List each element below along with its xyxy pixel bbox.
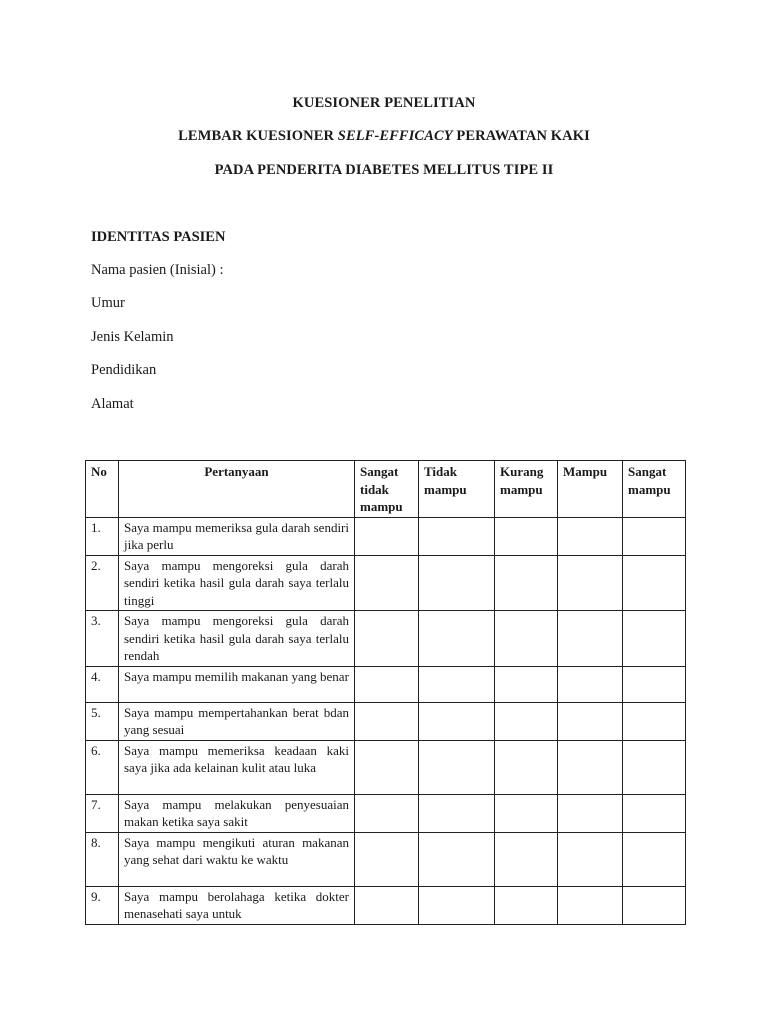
header-option-able: Mampu <box>558 461 623 518</box>
questionnaire-table <box>85 460 686 925</box>
row-question: Saya mampu mengoreksi gula darah sendiri ketika hasil gula darah saya terlalu tinggi <box>119 555 355 611</box>
row-question: Saya mampu memeriksa keadaan kaki saya jika ada kelainan kulit atau luka <box>119 740 355 794</box>
answer-cell[interactable] <box>623 886 686 924</box>
table-row <box>86 832 686 886</box>
field-address: Alamat <box>91 396 134 412</box>
answer-cell[interactable] <box>623 517 686 555</box>
answer-cell[interactable] <box>558 702 623 740</box>
row-number: 2. <box>86 555 119 611</box>
row-question: Saya mampu memeriksa gula darah sendiri jika perlu <box>119 517 355 555</box>
table-row <box>86 517 686 555</box>
row-question: Saya mampu mempertahankan berat bdan yang sesuai <box>119 702 355 740</box>
answer-cell[interactable] <box>495 666 558 702</box>
header-question: Pertanyaan <box>119 461 355 518</box>
answer-cell[interactable] <box>355 832 419 886</box>
questionnaire-subtitle <box>0 128 768 145</box>
table-row <box>86 555 686 611</box>
row-question: Saya mampu mengikuti aturan makanan yang sehat dari waktu ke waktu <box>119 832 355 886</box>
answer-cell[interactable] <box>495 886 558 924</box>
row-number: 1. <box>86 517 119 555</box>
field-education: Pendidikan <box>91 362 157 378</box>
row-number: 6. <box>86 740 119 794</box>
table-header-row <box>86 461 686 518</box>
answer-cell[interactable] <box>355 517 419 555</box>
table-row <box>86 740 686 794</box>
answer-cell[interactable] <box>419 702 495 740</box>
row-question: Saya mampu melakukan penyesuaian makan ketika saya sakit <box>119 794 355 832</box>
answer-cell[interactable] <box>419 611 495 667</box>
answer-cell[interactable] <box>623 666 686 702</box>
answer-cell[interactable] <box>495 832 558 886</box>
answer-cell[interactable] <box>495 740 558 794</box>
subtitle-prefix: LEMBAR KUESIONER <box>178 128 338 144</box>
answer-cell[interactable] <box>419 794 495 832</box>
answer-cell[interactable] <box>623 794 686 832</box>
answer-cell[interactable] <box>355 702 419 740</box>
questionnaire-subtitle-line2: PADA PENDERITA DIABETES MELLITUS TIPE II <box>214 162 554 178</box>
questionnaire-title: KUESIONER PENELITIAN <box>292 95 476 111</box>
answer-cell[interactable] <box>419 666 495 702</box>
header-option-less-able: Kurang mampu <box>495 461 558 518</box>
answer-cell[interactable] <box>419 886 495 924</box>
subtitle-italic: SELF-EFFICACY <box>337 128 453 144</box>
answer-cell[interactable] <box>558 886 623 924</box>
answer-cell[interactable] <box>495 555 558 611</box>
answer-cell[interactable] <box>558 740 623 794</box>
row-question: Saya mampu berolahaga ketika dokter menasehati saya untuk <box>119 886 355 924</box>
header-no: No <box>86 461 119 518</box>
answer-cell[interactable] <box>495 702 558 740</box>
answer-cell[interactable] <box>623 832 686 886</box>
row-number: 9. <box>86 886 119 924</box>
answer-cell[interactable] <box>355 555 419 611</box>
row-number: 4. <box>86 666 119 702</box>
answer-cell[interactable] <box>355 886 419 924</box>
subtitle-suffix: PERAWATAN KAKI <box>452 128 590 144</box>
answer-cell[interactable] <box>495 794 558 832</box>
row-number: 5. <box>86 702 119 740</box>
answer-cell[interactable] <box>419 832 495 886</box>
answer-cell[interactable] <box>419 740 495 794</box>
header-option-very-unable: Sangat tidak mampu <box>355 461 419 518</box>
field-age: Umur <box>91 295 125 311</box>
row-question: Saya mampu memilih makanan yang benar <box>119 666 355 702</box>
identity-heading: IDENTITAS PASIEN <box>91 229 226 245</box>
table-row <box>86 611 686 667</box>
field-gender: Jenis Kelamin <box>91 329 174 345</box>
row-number: 7. <box>86 794 119 832</box>
table-row <box>86 794 686 832</box>
row-number: 3. <box>86 611 119 667</box>
table-row <box>86 666 686 702</box>
row-question: Saya mampu mengoreksi gula darah sendiri ketika hasil gula darah saya terlalu rendah <box>119 611 355 667</box>
answer-cell[interactable] <box>355 740 419 794</box>
answer-cell[interactable] <box>623 555 686 611</box>
answer-cell[interactable] <box>355 794 419 832</box>
answer-cell[interactable] <box>419 555 495 611</box>
answer-cell[interactable] <box>355 666 419 702</box>
answer-cell[interactable] <box>623 740 686 794</box>
answer-cell[interactable] <box>495 517 558 555</box>
header-option-very-able: Sangat mampu <box>623 461 686 518</box>
answer-cell[interactable] <box>419 517 495 555</box>
answer-cell[interactable] <box>558 794 623 832</box>
header-option-unable: Tidak mampu <box>419 461 495 518</box>
answer-cell[interactable] <box>558 611 623 667</box>
answer-cell[interactable] <box>495 611 558 667</box>
answer-cell[interactable] <box>558 666 623 702</box>
answer-cell[interactable] <box>558 517 623 555</box>
answer-cell[interactable] <box>623 611 686 667</box>
answer-cell[interactable] <box>558 832 623 886</box>
answer-cell[interactable] <box>355 611 419 667</box>
row-number: 8. <box>86 832 119 886</box>
answer-cell[interactable] <box>623 702 686 740</box>
answer-cell[interactable] <box>558 555 623 611</box>
table-row <box>86 886 686 924</box>
table-row <box>86 702 686 740</box>
field-patient-name: Nama pasien (Inisial) : <box>91 262 224 278</box>
